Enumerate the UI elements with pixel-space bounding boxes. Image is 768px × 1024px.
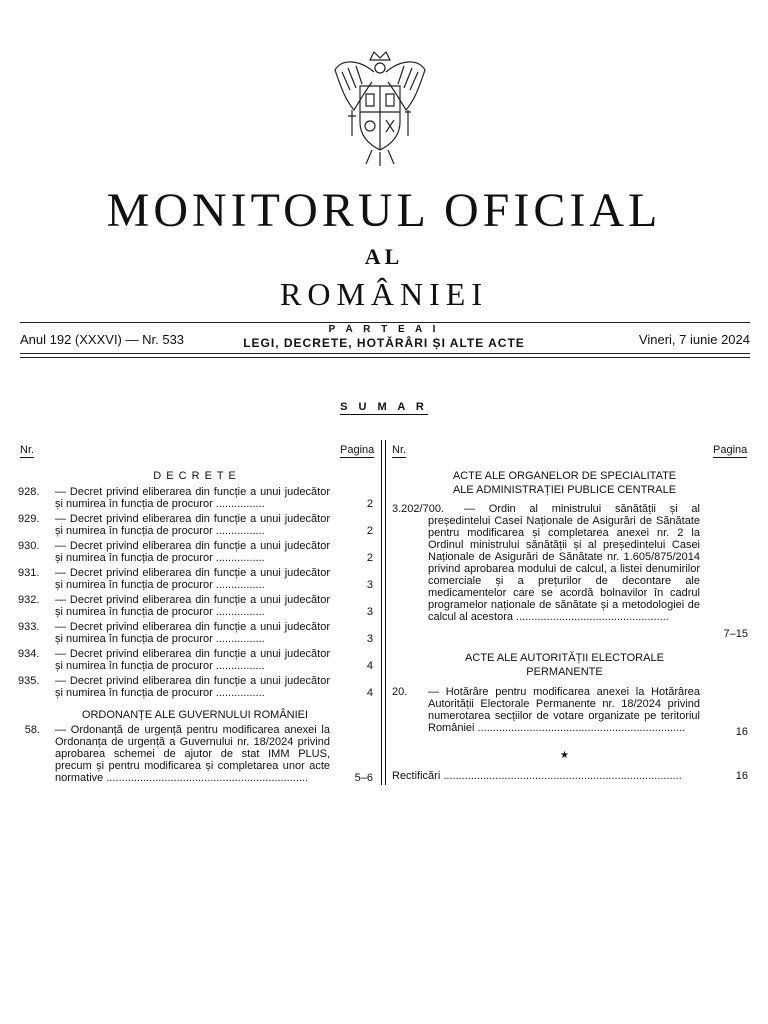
rectifications-text: Rectificări .............................................................................. [392, 770, 682, 782]
decision-page: 16 [735, 726, 748, 738]
right-col-page-text: Pagina [713, 444, 748, 456]
decision-text: — Hotărâre pentru modificarea anexei la Hotărârea Autorității Electorale Permanente nr. 18/2024 privind numerotarea secțiilor de votare organizate pe teritoriul României .................................................................... [428, 686, 700, 734]
decree-text: — Decret privind eliberarea din funcție a unui judecător și numirea în funcția de procuror ................ [55, 648, 330, 672]
ordinance-nr: 58. [24, 724, 40, 736]
decree-page: 3 [366, 579, 373, 591]
top-rule [20, 322, 750, 323]
specialty-heading-line2: ALE ADMINISTRAȚIEI PUBLICE CENTRALE [452, 484, 677, 496]
decree-text: — Decret privind eliberarea din funcție a unui judecător și numirea în funcția de procuror ................ [55, 486, 330, 510]
title-connector: AL [364, 244, 404, 269]
newspaper-title: MONITORUL OFICIAL [106, 184, 662, 237]
part-label: P A R T E A I [328, 324, 440, 335]
electoral-heading-line1: ACTE ALE AUTORITĂȚII ELECTORALE [465, 652, 664, 664]
decree-text: — Decret privind eliberarea din funcție a unui judecător și numirea în funcția de procuror ................ [55, 567, 330, 591]
decree-page: 3 [366, 606, 373, 618]
issue-date: Vineri, 7 iunie 2024 [638, 332, 750, 347]
decree-nr: 928. [18, 486, 40, 498]
decision-nr: 20. [392, 686, 408, 698]
ordinance-entry[interactable] [20, 724, 375, 784]
decree-nr: 935. [18, 675, 40, 687]
summary-heading-text: S U M A R [340, 401, 428, 413]
decree-entry[interactable] [20, 648, 375, 674]
decree-nr: 930. [18, 540, 40, 552]
order-entry[interactable] [392, 503, 750, 643]
part-subtitle: LEGI, DECRETE, HOTĂRÂRI ȘI ALTE ACTE [243, 336, 525, 350]
decree-entry[interactable] [20, 567, 375, 593]
decree-entry[interactable] [20, 594, 375, 620]
decree-text: — Decret privind eliberarea din funcție a unui judecător și numirea în funcția de procuror ................ [55, 621, 330, 645]
decree-text: — Decret privind eliberarea din funcție a unui judecător și numirea în funcția de procuror ................ [55, 540, 330, 564]
summary-heading [0, 401, 768, 413]
star-separator-icon: ★ [560, 750, 569, 761]
left-col-nr-text: Nr. [20, 444, 35, 456]
left-col-nr-header [20, 444, 34, 456]
decree-text: — Decret privind eliberarea din funcție a unui judecător și numirea în funcția de procuror ................ [55, 675, 330, 699]
column-divider [381, 440, 386, 785]
decree-nr: 933. [18, 621, 40, 633]
decree-entry[interactable] [20, 621, 375, 647]
decree-page: 2 [366, 552, 373, 564]
order-page: 7–15 [723, 628, 748, 640]
electoral-heading-line2: PERMANENTE [526, 666, 603, 678]
decree-page: 2 [366, 498, 373, 510]
decree-nr: 934. [18, 648, 40, 660]
decree-page: 4 [366, 660, 373, 672]
ordinance-text: — Ordonanță de urgență pentru modificarea anexei la Ordonanța de urgență a Guvernului nr. 18/2024 privind aprobarea schemei de ajutor de stat IMM PLUS, precum și pentru modificarea și completarea unor acte normative .................................................................. [55, 724, 330, 784]
order-text: — Ordin al ministrului sănătății și al președintelui Casei Naționale de Asigurări de Sănătate pentru modificarea și completarea anexei nr. 2 la Ordinul ministrului sănătății și al președintelui Casei Naționale de Asigurări de Sănătate nr. 1.605/875/2014 privind aprobarea modului de calcul, a listei denumirilor comerciale și a prețurilor de decontare ale medicamentelor care se acordă bolnavilor în cadrul programelor naționale de sănătate și a metodologiei de calcul al acestora .................................................. [428, 503, 700, 623]
decree-entry[interactable] [20, 513, 375, 539]
rectifications-page: 16 [735, 770, 748, 782]
right-col-page-header [713, 444, 747, 456]
issue-number: Anul 192 (XXXVI) — Nr. 533 [20, 332, 185, 347]
bottom-rule-1 [20, 353, 750, 354]
decree-entry[interactable] [20, 540, 375, 566]
decree-page: 3 [366, 633, 373, 645]
right-col-nr-header [392, 444, 406, 456]
decision-entry[interactable] [392, 686, 750, 738]
decree-nr: 931. [18, 567, 40, 579]
specialty-heading-line1: ACTE ALE ORGANELOR DE SPECIALITATE [452, 470, 677, 482]
right-col-nr-text: Nr. [392, 444, 407, 456]
rectifications-entry[interactable] [392, 770, 750, 784]
decree-page: 2 [366, 525, 373, 537]
decree-text: — Decret privind eliberarea din funcție a unui judecător și numirea în funcția de procuror ................ [55, 594, 330, 618]
decree-entry[interactable] [20, 486, 375, 512]
decree-nr: 929. [18, 513, 40, 525]
decree-nr: 932. [18, 594, 40, 606]
left-col-page-text: Pagina [340, 444, 375, 456]
ordinance-page: 5–6 [354, 772, 373, 784]
left-col-page-header [340, 444, 374, 456]
ordinances-heading: ORDONANȚE ALE GUVERNULUI ROMÂNIEI [81, 709, 309, 721]
decrees-heading: D E C R E T E [153, 470, 237, 482]
coat-of-arms-icon [330, 50, 430, 168]
country-name: ROMÂNIEI [280, 276, 488, 312]
decree-page: 4 [366, 687, 373, 699]
order-nr: 3.202/700. [392, 503, 444, 515]
decree-entry[interactable] [20, 675, 375, 701]
bottom-rule-2 [20, 357, 750, 358]
decree-text: — Decret privind eliberarea din funcție a unui judecător și numirea în funcția de procuror ................ [55, 513, 330, 537]
